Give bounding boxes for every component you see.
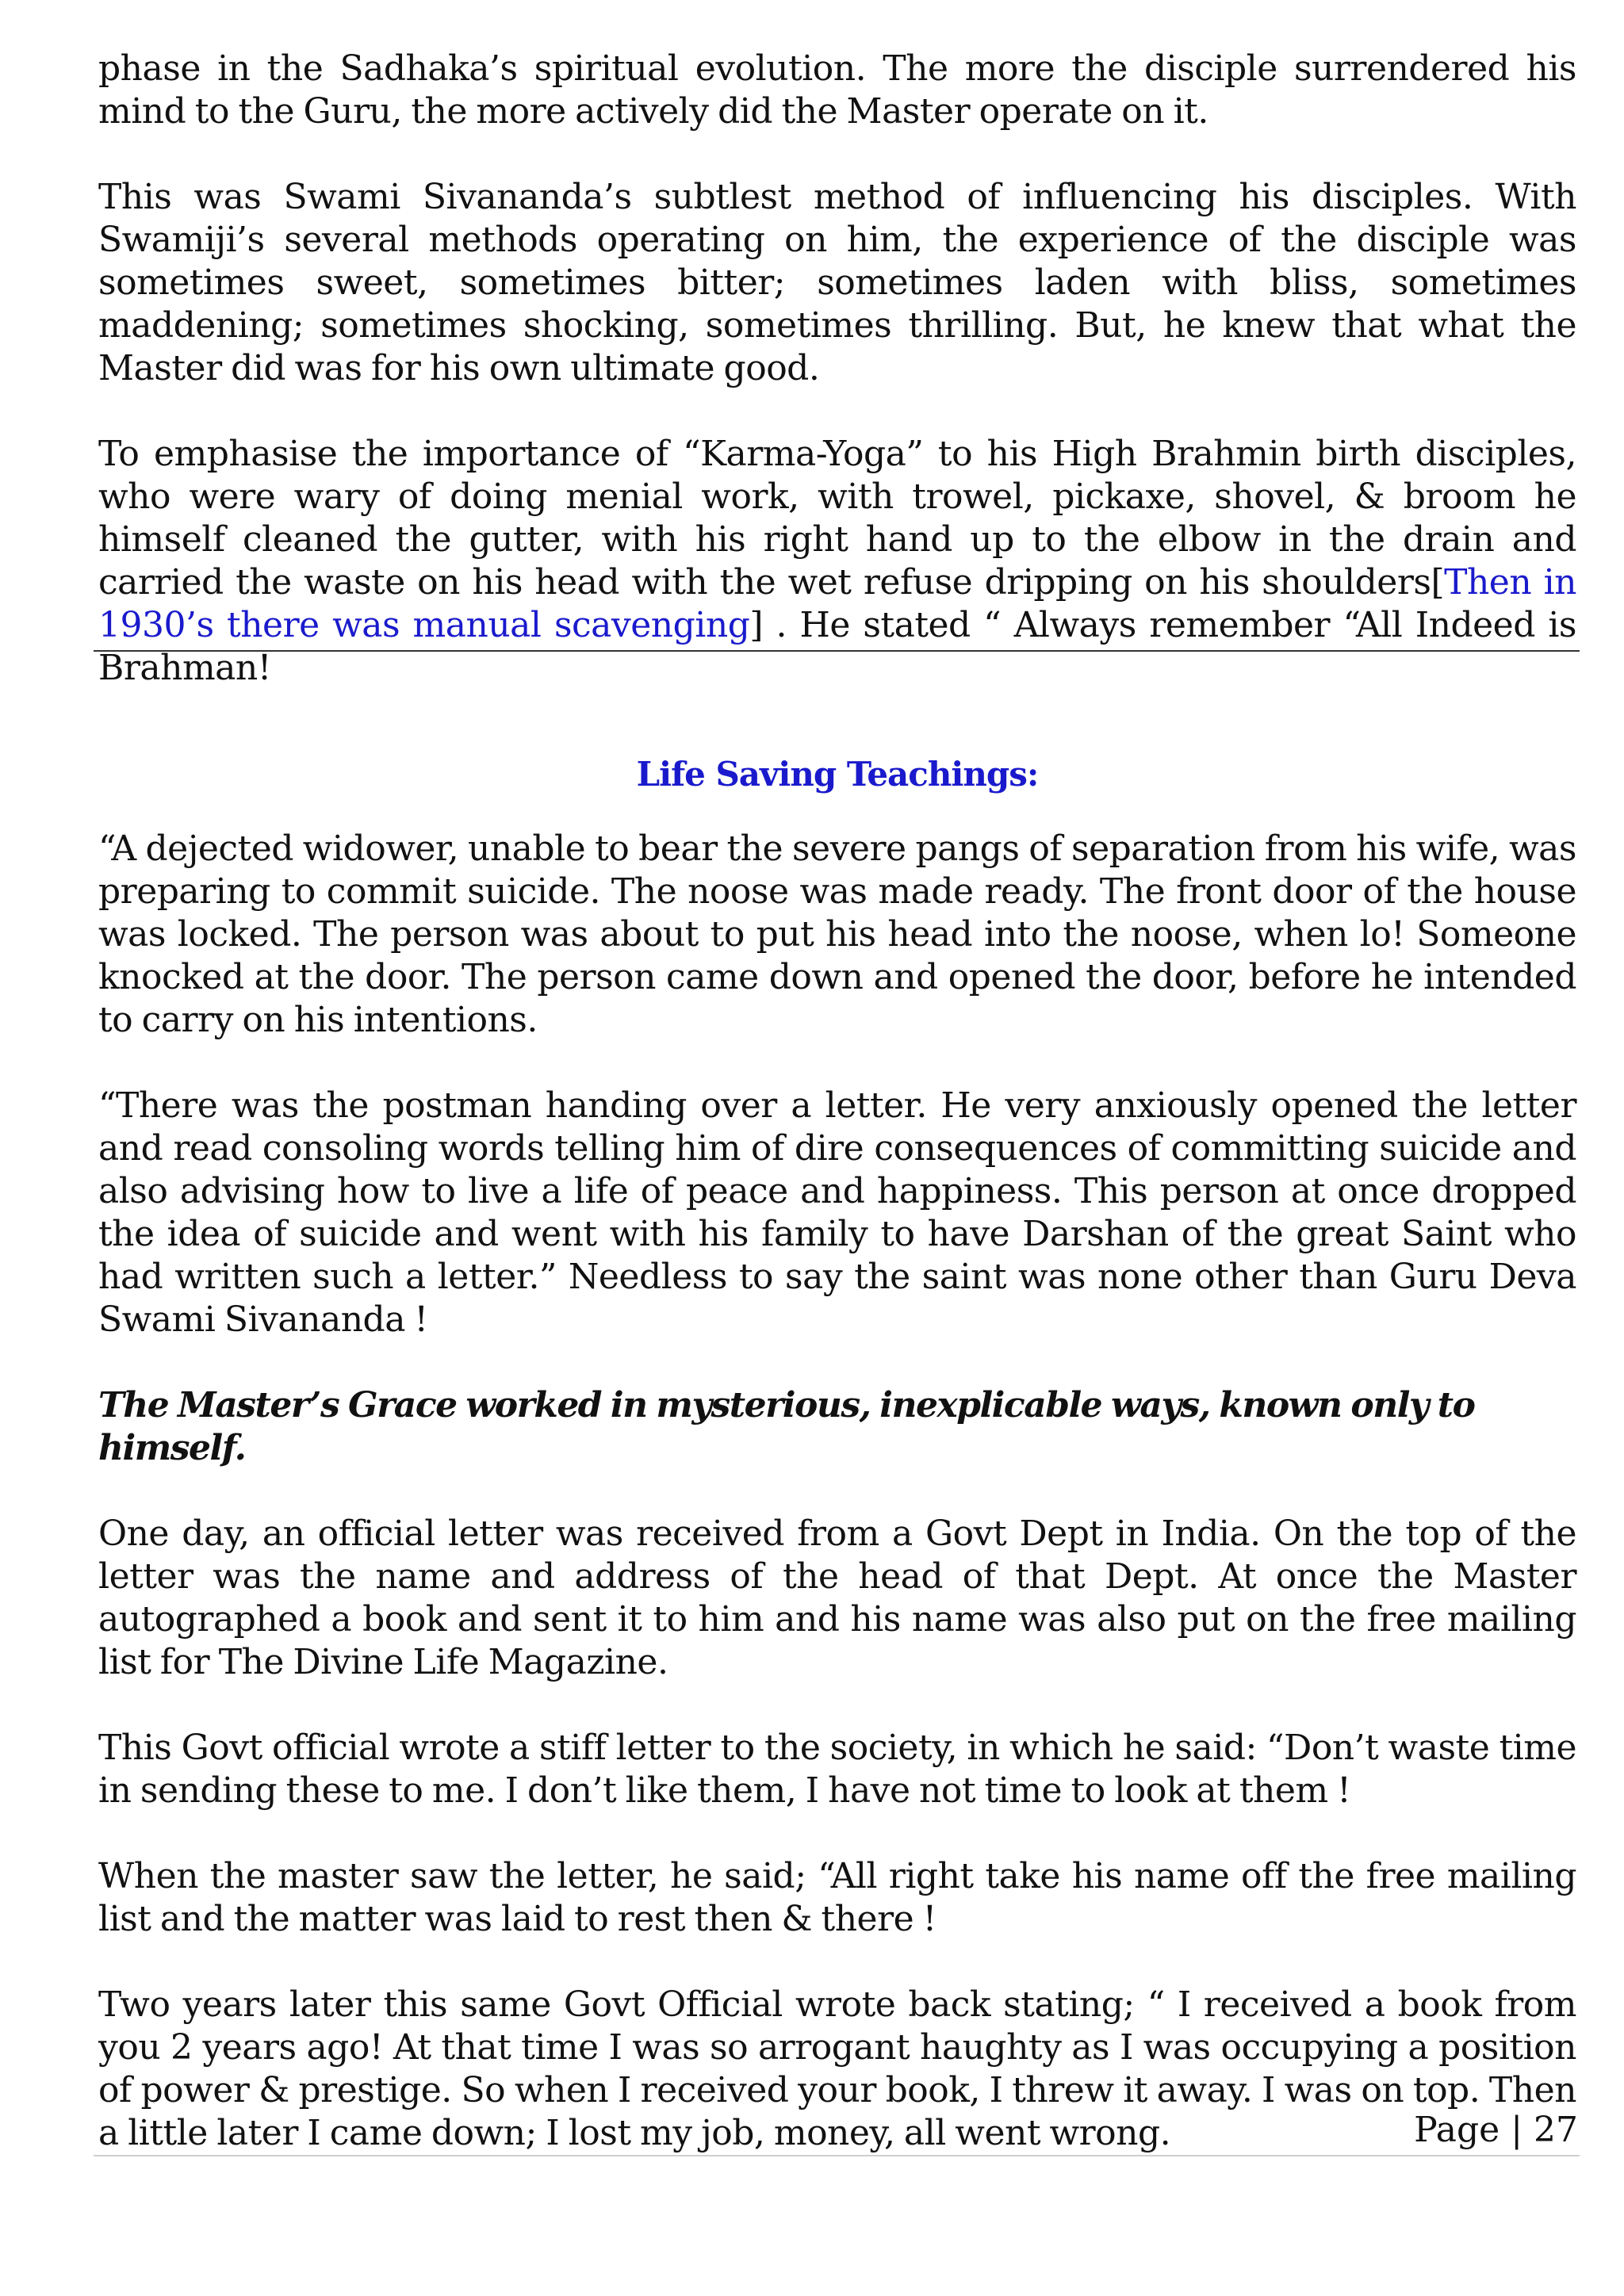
page-content	[98, 48, 1576, 2155]
spacer	[98, 690, 1576, 753]
scavenging-link[interactable]: Then in 1930’s there was manual scavenging	[98, 562, 1577, 645]
spacer	[98, 390, 1576, 433]
italic-heading: The Master’s Grace worked in mysterious, inexplicable ways, known only to himself.	[98, 1385, 1475, 1468]
spacer	[98, 1684, 1576, 1727]
footer-divider	[94, 2155, 1580, 2156]
spacer	[98, 133, 1576, 176]
paragraph-master-reply: When the master saw the letter, he said; “All right take his name off the free mailing list and the matter was laid to rest then & there !	[98, 1856, 1576, 1939]
paragraph-intro: phase in the Sadhaka’s spiritual evolution. The more the disciple surrendered his mind to the Guru, the more actively did the Master operate on it.	[98, 48, 1576, 132]
spacer	[98, 1470, 1576, 1513]
section-heading: Life Saving Teachings:	[636, 755, 1039, 794]
spacer	[98, 1042, 1576, 1085]
page-number: Page | 27	[1414, 2110, 1578, 2150]
karma-yoga-text: To emphasise the importance of “Karma-Yoga” to his High Brahmin birth disciples, who were wary of doing menial work, with trowel, pickaxe, shovel, & broom he himself cleaned the gutter, with his right hand up to the elbow in the drain and carried the waste on his head with the wet refuse dripping on his shoulders[	[98, 434, 1576, 603]
section-divider	[94, 650, 1580, 652]
karma-yoga-text-end: ] . He stated “ Always remember “All Indeed is Brahman!	[98, 605, 1576, 688]
paragraph-postman: “There was the postman handing over a letter. He very anxiously opened the letter and read consoling words telling him of dire consequences of committing suicide and also advising how to live a life of peace and happiness. This person at once dropped the idea of suicide and went with his family to have Darshan of the great Saint who had written such a letter.” Needless to say the saint was none other than Guru Deva Swami Sivananda !	[98, 1085, 1576, 1340]
spacer	[98, 1812, 1576, 1855]
paragraph-official-letter: One day, an official letter was received from a Govt Dept in India. On the top of the letter was the name and address of the head of that Dept. At once the Master autographed a book and sent it to him and his name was also put on the free mailing list for The Divine Life Magazine.	[98, 1513, 1576, 1682]
spacer	[98, 1341, 1576, 1384]
spacer	[98, 796, 1576, 828]
paragraph-stiff-letter: This Govt official wrote a stiff letter to the society, in which he said: “Don’t waste time in sending these to me. I don’t like them, I have not time to look at them !	[98, 1728, 1576, 1811]
paragraph-widower: “A dejected widower, unable to bear the severe pangs of separation from his wife, was preparing to commit suicide. The noose was made ready. The front door of the house was locked. The person was about to put his head into the noose, when lo! Someone knocked at the door. The person came down and opened the door, before he intended to carry on his intentions.	[98, 828, 1576, 1040]
paragraph-two-years-later: Two years later this same Govt Official wrote back stating; “ I received a book from you 2 years ago! At that time I was so arrogant haughty as I was occupying a position of power & prestige. So when I received your book, I threw it away. I was on top. Then a little later I came down; I lost my job, money, all went wrong.	[98, 1984, 1576, 2153]
paragraph-method: This was Swami Sivananda’s subtlest method of influencing his disciples. With Swamiji’s several methods operating on him, the experience of the disciple was sometimes sweet, sometimes bitter; sometimes laden with bliss, sometimes maddening; sometimes shocking, sometimes thrilling. But, he knew that what the Master did was for his own ultimate good.	[98, 177, 1576, 388]
spacer	[98, 1941, 1576, 1984]
